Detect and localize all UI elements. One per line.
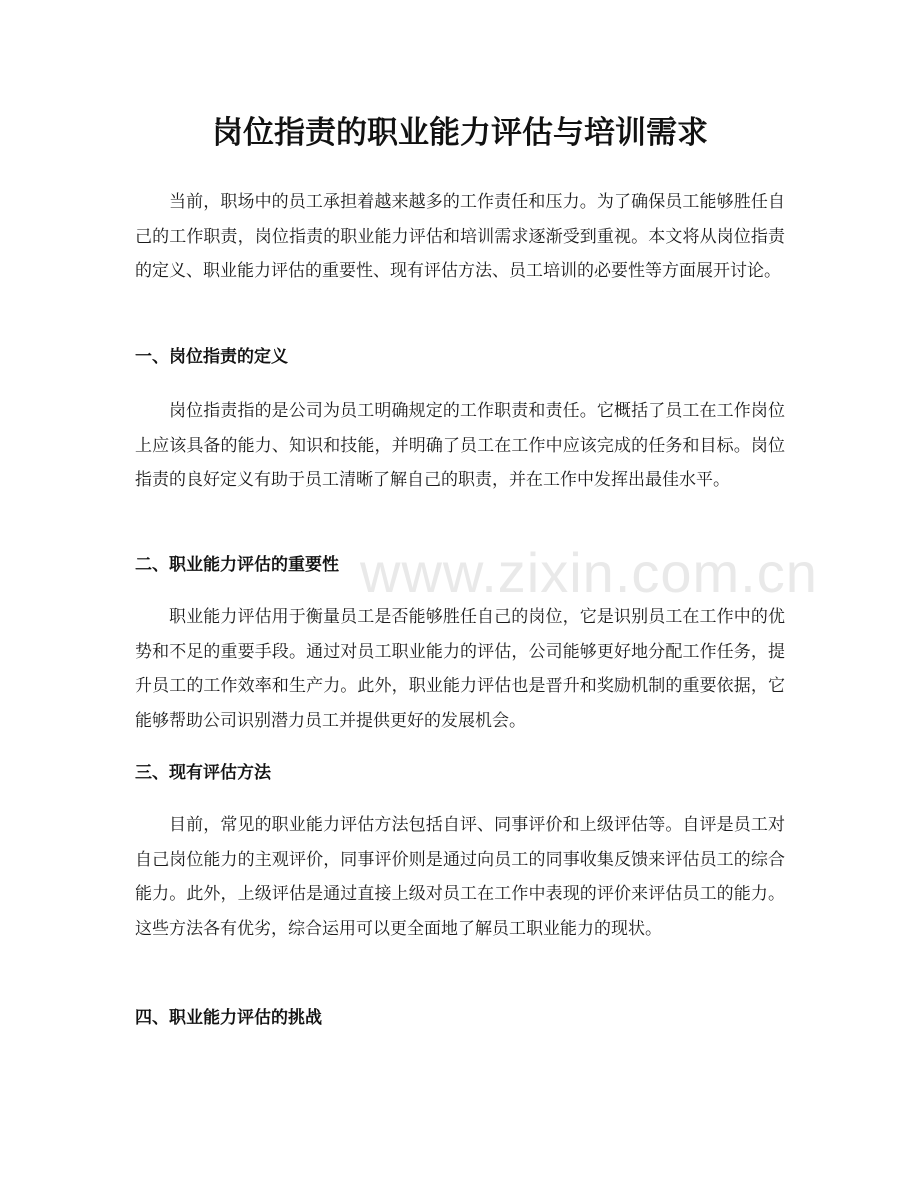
section-body-3: 目前，常见的职业能力评估方法包括自评、同事评价和上级评估等。自评是员工对自己岗位能力的主观评价，同事评价则是通过向员工的同事收集反馈来评估员工的综合能力。此外，上级评估是通过直接上级对员工在工作中表现的评价来评估员工的能力。这些方法各有优劣，综合运用可以更全面地了解员工职业能力的现状。 <box>135 815 785 939</box>
section-body-1: 岗位指责指的是公司为员工明确规定的工作职责和责任。它概括了员工在工作岗位上应该具备的能力、知识和技能，并明确了员工在工作中应该完成的任务和目标。岗位指责的良好定义有助于员工清晰了解自己的职责，并在工作中发挥出最佳水平。 <box>135 401 785 490</box>
intro-paragraph: 当前，职场中的员工承担着越来越多的工作责任和压力。为了确保员工能够胜任自己的工作职责，岗位指责的职业能力评估和培训需求逐渐受到重视。本文将从岗位指责的定义、职业能力评估的重要性、现有评估方法、员工培训的必要性等方面展开讨论。 <box>135 192 785 281</box>
section-heading-4: 四、职业能力评估的挑战 <box>135 1008 322 1028</box>
document-title: 岗位指责的职业能力评估与培训需求 <box>212 115 708 151</box>
section-heading-2: 二、职业能力评估的重要性 <box>135 555 339 575</box>
section-heading-1: 一、岗位指责的定义 <box>135 347 288 367</box>
section-body-2: 职业能力评估用于衡量员工是否能够胜任自己的岗位，它是识别员工在工作中的优势和不足的重要手段。通过对员工职业能力的评估，公司能够更好地分配工作任务，提升员工的工作效率和生产力。此外，职业能力评估也是晋升和奖励机制的重要依据，它能够帮助公司识别潜力员工并提供更好的发展机会。 <box>135 607 785 731</box>
watermark: www.zixin.com.cn <box>360 541 818 604</box>
section-heading-3: 三、现有评估方法 <box>135 763 271 783</box>
